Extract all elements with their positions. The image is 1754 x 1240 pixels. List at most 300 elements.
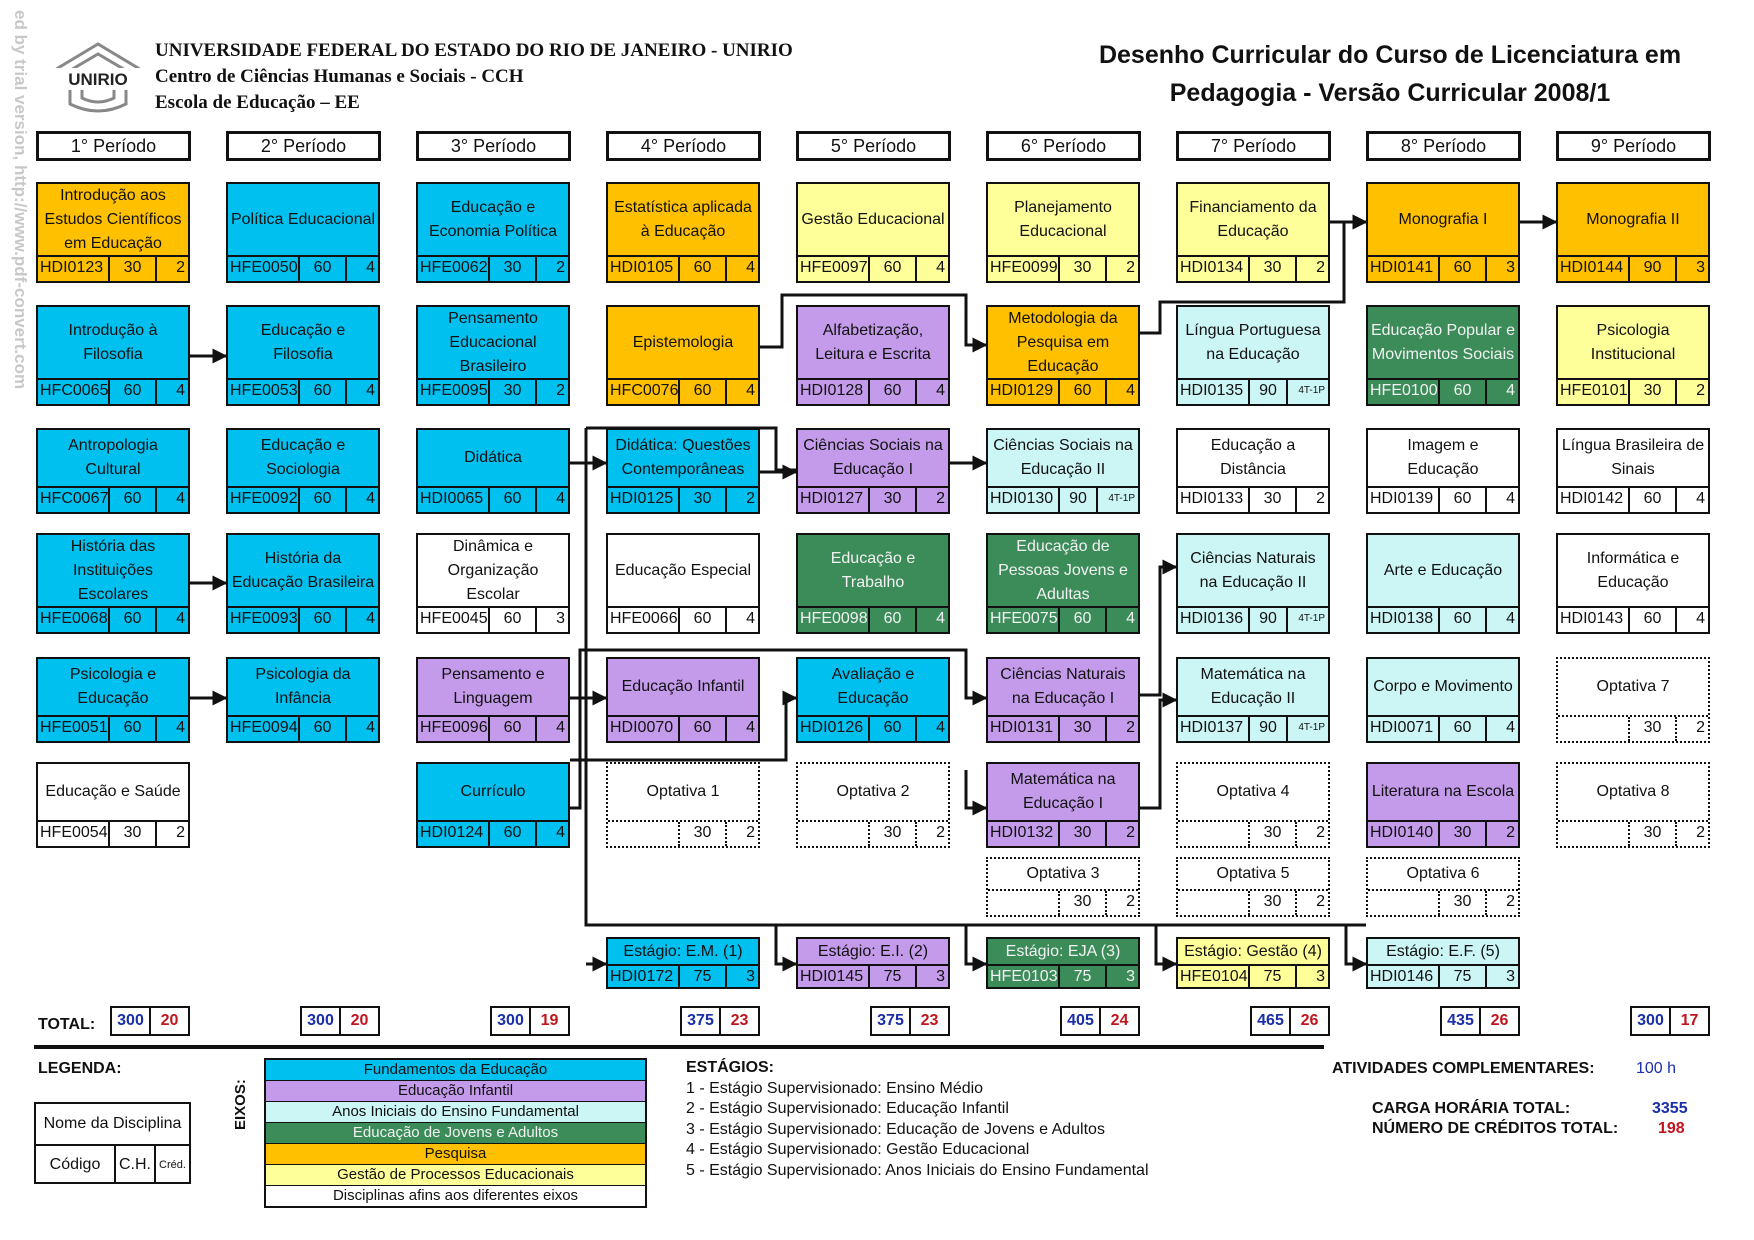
course-name: Financiamento da Educação bbox=[1189, 198, 1317, 240]
course-code: HDI0127 bbox=[798, 488, 870, 512]
prerequisite-arrow bbox=[776, 925, 796, 964]
optativa-hours: 30 bbox=[870, 822, 917, 846]
course-credits: 4 bbox=[556, 824, 565, 841]
course-code: HFE0068 bbox=[38, 608, 110, 632]
optativa-name: Optativa 5 bbox=[1216, 865, 1290, 882]
course-card[interactable] bbox=[226, 533, 380, 634]
course-codes bbox=[988, 255, 1138, 281]
course-code: HDI0134 bbox=[1178, 257, 1250, 281]
legend-sample-box bbox=[34, 1102, 191, 1184]
course-code: HFE0066 bbox=[608, 608, 680, 632]
course-card[interactable] bbox=[986, 428, 1140, 514]
course-codes bbox=[38, 820, 188, 846]
course-credits: 2 bbox=[1696, 382, 1705, 399]
course-codes bbox=[1368, 486, 1518, 512]
course-hours: 60 bbox=[680, 380, 727, 404]
course-credits: 4 bbox=[746, 610, 755, 627]
course-card[interactable] bbox=[1556, 305, 1710, 406]
course-card[interactable] bbox=[226, 657, 380, 743]
optativa-card[interactable] bbox=[1556, 657, 1710, 743]
period-header: 6° Período bbox=[986, 131, 1141, 161]
course-codes bbox=[38, 486, 188, 512]
course-code: HFE0093 bbox=[228, 608, 300, 632]
course-hours: 30 bbox=[1630, 380, 1677, 404]
course-code: HFE0051 bbox=[38, 717, 110, 741]
optativa-hours: 30 bbox=[680, 822, 727, 846]
course-hours: 60 bbox=[1440, 257, 1487, 281]
course-card[interactable] bbox=[1556, 533, 1710, 634]
optativa-hours: 30 bbox=[1060, 891, 1107, 915]
course-card[interactable] bbox=[796, 305, 950, 406]
estagio-code: HDI0145 bbox=[798, 966, 870, 989]
estagio-name: Estágio: E.F. (5) bbox=[1386, 943, 1500, 960]
course-hours: 60 bbox=[870, 717, 917, 741]
legend-title: LEGENDA: bbox=[38, 1060, 122, 1077]
course-credits: 4 bbox=[556, 719, 565, 736]
course-card[interactable] bbox=[1366, 657, 1520, 743]
course-hours: 30 bbox=[1060, 257, 1107, 281]
course-name: Dinâmica e Organização Escolar bbox=[447, 537, 539, 603]
period-header: 2° Período bbox=[226, 131, 381, 161]
course-card[interactable] bbox=[1366, 762, 1520, 848]
optativa-code bbox=[1368, 891, 1440, 915]
course-codes bbox=[1368, 820, 1518, 846]
course-name: Educação Popular e Movimentos Sociais bbox=[1370, 321, 1516, 363]
course-codes bbox=[1178, 715, 1328, 741]
course-credits: 4 bbox=[1696, 490, 1705, 507]
optativa-credits: 2 bbox=[1126, 893, 1135, 910]
course-card[interactable] bbox=[796, 657, 950, 743]
course-card[interactable] bbox=[986, 182, 1140, 283]
course-code: HFE0050 bbox=[228, 257, 300, 281]
course-name: Monografia I bbox=[1398, 210, 1488, 228]
prerequisite-arrow bbox=[966, 925, 986, 964]
course-card[interactable] bbox=[1556, 428, 1710, 514]
course-name: Gestão Educacional bbox=[801, 210, 945, 228]
course-hours: 30 bbox=[490, 257, 537, 281]
prerequisite-arrow bbox=[1346, 925, 1366, 964]
total-credits: 19 bbox=[540, 1012, 559, 1029]
course-name: História das Instituições Escolares bbox=[70, 537, 156, 603]
course-name: Política Educacional bbox=[230, 210, 376, 228]
course-hours: 60 bbox=[1440, 488, 1487, 512]
course-card[interactable] bbox=[36, 533, 190, 634]
course-card[interactable] bbox=[796, 182, 950, 283]
optativa-card[interactable] bbox=[1366, 857, 1520, 917]
estagio-card[interactable] bbox=[606, 937, 760, 989]
course-hours: 30 bbox=[1250, 488, 1297, 512]
prerequisite-arrow bbox=[966, 770, 986, 808]
course-card[interactable] bbox=[226, 428, 380, 514]
course-card[interactable] bbox=[1176, 428, 1330, 514]
estagio-legend-item: 1 - Estágio Supervisionado: Ensino Médio bbox=[686, 1079, 984, 1097]
course-codes bbox=[988, 378, 1138, 404]
course-credits: 4T-1P bbox=[1108, 493, 1135, 504]
course-code: HDI0139 bbox=[1368, 488, 1440, 512]
course-name: Informática e Educação bbox=[1586, 549, 1680, 591]
course-hours: 90 bbox=[1250, 717, 1288, 741]
course-hours: 60 bbox=[300, 608, 347, 632]
optativa-codes bbox=[988, 889, 1138, 915]
course-name: Matemática na Educação I bbox=[1010, 771, 1116, 812]
course-card[interactable] bbox=[36, 182, 190, 283]
period-total bbox=[300, 1006, 380, 1036]
course-name: Ciências Naturais na Educação I bbox=[1000, 666, 1126, 707]
optativa-credits: 2 bbox=[1506, 893, 1515, 910]
course-card[interactable] bbox=[1176, 533, 1330, 634]
optativa-name: Optativa 1 bbox=[646, 783, 720, 800]
optativa-card[interactable] bbox=[986, 857, 1140, 917]
estagio-credits: 3 bbox=[1126, 968, 1135, 985]
period-total bbox=[870, 1006, 950, 1036]
optativa-card[interactable] bbox=[606, 762, 760, 848]
course-codes bbox=[228, 486, 378, 512]
legend-box-ch: C.H. bbox=[116, 1146, 156, 1184]
estagios-title: ESTÁGIOS: bbox=[686, 1059, 775, 1076]
course-codes bbox=[228, 378, 378, 404]
optativa-card[interactable] bbox=[796, 762, 950, 848]
course-card[interactable] bbox=[1556, 182, 1710, 283]
total-hours: 375 bbox=[682, 1008, 721, 1034]
course-name: Educação Infantil bbox=[621, 678, 745, 695]
axis-legend-item: Gestão de Processos Educacionais bbox=[266, 1165, 645, 1186]
course-code: HDI0065 bbox=[418, 488, 490, 512]
course-credits: 2 bbox=[936, 490, 945, 507]
estagio-card[interactable] bbox=[1366, 937, 1520, 989]
course-credits: 4 bbox=[556, 490, 565, 507]
optativa-name: Optativa 7 bbox=[1596, 678, 1670, 695]
course-name: Arte e Educação bbox=[1383, 561, 1503, 579]
course-hours: 90 bbox=[1630, 257, 1677, 281]
axis-legend-item: Fundamentos da Educação bbox=[266, 1060, 645, 1081]
course-name: Planejamento Educacional bbox=[1014, 198, 1112, 240]
course-credits: 4 bbox=[176, 719, 185, 736]
course-hours: 60 bbox=[490, 488, 537, 512]
period-header: 7° Período bbox=[1176, 131, 1331, 161]
course-credits: 4 bbox=[1506, 490, 1515, 507]
course-code: HFE0101 bbox=[1558, 380, 1630, 404]
estagio-code: HDI0172 bbox=[608, 966, 680, 989]
prerequisite-arrow bbox=[1156, 925, 1176, 964]
course-hours: 60 bbox=[680, 608, 727, 632]
optativa-hours: 30 bbox=[1250, 891, 1297, 915]
course-card[interactable] bbox=[416, 305, 570, 406]
course-name: Psicologia e Educação bbox=[69, 666, 157, 707]
course-code: HDI0140 bbox=[1368, 822, 1440, 846]
creditos-label: NÚMERO DE CRÉDITOS TOTAL: bbox=[1372, 1120, 1619, 1137]
course-hours: 30 bbox=[680, 488, 727, 512]
legend-box-name: Nome da Disciplina bbox=[36, 1104, 189, 1146]
course-card[interactable] bbox=[416, 762, 570, 848]
total-hours: 300 bbox=[112, 1008, 151, 1034]
course-card[interactable] bbox=[606, 428, 760, 514]
course-code: HDI0105 bbox=[608, 257, 680, 281]
course-card[interactable] bbox=[416, 657, 570, 743]
course-card[interactable] bbox=[606, 305, 760, 406]
course-credits: 4 bbox=[936, 719, 945, 736]
course-hours: 60 bbox=[1440, 380, 1487, 404]
course-name: Educação e Trabalho bbox=[830, 549, 916, 591]
optativa-credits: 2 bbox=[746, 824, 755, 841]
total-credits: 24 bbox=[1110, 1012, 1129, 1029]
course-credits: 4 bbox=[366, 610, 375, 627]
course-credits: 2 bbox=[1126, 824, 1135, 841]
course-codes bbox=[798, 606, 948, 632]
axis-legend-item: Anos Iniciais do Ensino Fundamental bbox=[266, 1102, 645, 1123]
course-card[interactable] bbox=[36, 305, 190, 406]
course-credits: 2 bbox=[1506, 824, 1515, 841]
period-header: 3° Período bbox=[416, 131, 571, 161]
course-credits: 4 bbox=[366, 490, 375, 507]
optativa-code bbox=[1178, 822, 1250, 846]
total-credits: 23 bbox=[730, 1012, 749, 1029]
course-card[interactable] bbox=[606, 533, 760, 634]
course-credits: 4 bbox=[176, 490, 185, 507]
course-card[interactable] bbox=[226, 182, 380, 283]
period-header: 1° Período bbox=[36, 131, 191, 161]
course-name: Educação e Economia Política bbox=[428, 198, 558, 240]
course-card[interactable] bbox=[606, 657, 760, 743]
period-header: 4° Período bbox=[606, 131, 761, 161]
optativa-codes bbox=[1178, 889, 1328, 915]
carga-label: CARGA HORÁRIA TOTAL: bbox=[1372, 1100, 1571, 1117]
optativa-name: Optativa 3 bbox=[1026, 865, 1100, 882]
course-name: Psicologia da Infância bbox=[255, 666, 351, 707]
estagio-code: HFE0103 bbox=[988, 966, 1060, 989]
estagio-card[interactable] bbox=[796, 937, 950, 989]
course-hours: 60 bbox=[870, 257, 917, 281]
estagio-credits: 3 bbox=[746, 968, 755, 985]
course-hours: 60 bbox=[300, 257, 347, 281]
optativa-hours: 30 bbox=[1630, 717, 1677, 741]
estagio-code: HDI0146 bbox=[1368, 966, 1440, 989]
course-codes bbox=[988, 486, 1138, 512]
course-code: HFE0045 bbox=[418, 608, 490, 632]
course-name: Língua Portuguesa na Educação bbox=[1185, 321, 1321, 363]
course-codes bbox=[1178, 606, 1328, 632]
optativa-card[interactable] bbox=[1176, 762, 1330, 848]
estagio-credits: 3 bbox=[1316, 968, 1325, 985]
course-card[interactable] bbox=[416, 533, 570, 634]
course-credits: 4 bbox=[746, 719, 755, 736]
course-card[interactable] bbox=[226, 305, 380, 406]
course-card[interactable] bbox=[796, 533, 950, 634]
course-hours: 60 bbox=[110, 488, 157, 512]
course-card[interactable] bbox=[416, 182, 570, 283]
estagio-credits: 3 bbox=[936, 968, 945, 985]
course-credits: 4 bbox=[746, 259, 755, 276]
course-codes bbox=[1178, 378, 1328, 404]
optativa-hours: 30 bbox=[1630, 822, 1677, 846]
optativa-name: Optativa 8 bbox=[1596, 783, 1670, 800]
course-card[interactable] bbox=[416, 428, 570, 514]
course-name: Estatística aplicada à Educação bbox=[614, 198, 752, 240]
course-code: HDI0137 bbox=[1178, 717, 1250, 741]
legend-box-code: Código bbox=[36, 1146, 116, 1184]
course-name: Didática bbox=[464, 449, 522, 466]
course-credits: 4 bbox=[1506, 382, 1515, 399]
course-code: HDI0130 bbox=[988, 488, 1060, 512]
optativa-codes bbox=[1558, 715, 1708, 741]
university-name: UNIVERSIDADE FEDERAL DO ESTADO DO RIO DE JANEIRO - UNIRIO bbox=[155, 40, 793, 61]
course-card[interactable] bbox=[606, 182, 760, 283]
course-codes bbox=[608, 486, 758, 512]
course-code: HFE0097 bbox=[798, 257, 870, 281]
course-codes bbox=[38, 606, 188, 632]
course-name: Pensamento e Linguagem bbox=[441, 666, 545, 707]
totals-label: TOTAL: bbox=[38, 1016, 96, 1033]
course-hours: 60 bbox=[110, 717, 157, 741]
optativa-code bbox=[798, 822, 870, 846]
course-codes bbox=[1558, 486, 1708, 512]
course-card[interactable] bbox=[986, 533, 1140, 634]
course-code: HFE0100 bbox=[1368, 380, 1440, 404]
course-codes bbox=[798, 255, 948, 281]
course-credits: 4T-1P bbox=[1298, 722, 1325, 733]
course-hours: 60 bbox=[490, 822, 537, 846]
course-card[interactable] bbox=[1366, 182, 1520, 283]
course-code: HFC0076 bbox=[608, 380, 680, 404]
course-credits: 4 bbox=[1126, 610, 1135, 627]
course-hours: 30 bbox=[1250, 257, 1297, 281]
total-hours: 435 bbox=[1442, 1008, 1481, 1034]
estagio-card[interactable] bbox=[1176, 937, 1330, 989]
course-code: HFE0096 bbox=[418, 717, 490, 741]
course-hours: 60 bbox=[300, 488, 347, 512]
course-name: Metodologia da Pesquisa em Educação bbox=[1008, 309, 1118, 375]
total-credits: 17 bbox=[1680, 1012, 1699, 1029]
estagio-hours: 75 bbox=[1440, 966, 1487, 989]
center-name: Centro de Ciências Humanas e Sociais - CCH bbox=[155, 66, 524, 87]
course-card[interactable] bbox=[1176, 305, 1330, 406]
axes-legend bbox=[264, 1058, 647, 1208]
course-card[interactable] bbox=[986, 762, 1140, 848]
course-name: Introdução aos Estudos Científicos em Educação bbox=[44, 186, 182, 252]
course-card[interactable] bbox=[1366, 533, 1520, 634]
course-hours: 60 bbox=[1440, 608, 1487, 632]
estagio-codes bbox=[1178, 964, 1328, 989]
course-card[interactable] bbox=[796, 428, 950, 514]
course-hours: 90 bbox=[1250, 380, 1288, 404]
period-header: 8° Período bbox=[1366, 131, 1521, 161]
course-name: Currículo bbox=[460, 783, 526, 800]
course-hours: 60 bbox=[1060, 380, 1107, 404]
course-card[interactable] bbox=[986, 657, 1140, 743]
page-title: Desenho Curricular do Curso de Licenciatura em Pedagogia - Versão Curricular 2008/1 bbox=[1098, 41, 1682, 107]
total-credits: 26 bbox=[1300, 1012, 1319, 1029]
estagio-hours: 75 bbox=[870, 966, 917, 989]
course-card[interactable] bbox=[1176, 182, 1330, 283]
course-codes bbox=[228, 606, 378, 632]
course-code: HFE0092 bbox=[228, 488, 300, 512]
optativa-card[interactable] bbox=[1176, 857, 1330, 917]
course-card[interactable] bbox=[1366, 428, 1520, 514]
course-credits: 4 bbox=[936, 382, 945, 399]
optativa-credits: 2 bbox=[1696, 824, 1705, 841]
course-code: HDI0131 bbox=[988, 717, 1060, 741]
course-codes bbox=[418, 255, 568, 281]
estagio-code: HFE0104 bbox=[1178, 966, 1250, 989]
course-codes bbox=[1178, 255, 1328, 281]
optativa-credits: 2 bbox=[1316, 893, 1325, 910]
course-credits: 2 bbox=[556, 382, 565, 399]
course-codes bbox=[1368, 606, 1518, 632]
course-hours: 30 bbox=[870, 488, 917, 512]
course-name: Educação de Pessoas Jovens e Adultas bbox=[998, 537, 1128, 603]
estagio-codes bbox=[1368, 964, 1518, 989]
course-hours: 60 bbox=[110, 608, 157, 632]
course-card[interactable] bbox=[36, 657, 190, 743]
course-codes bbox=[418, 715, 568, 741]
course-card[interactable] bbox=[36, 428, 190, 514]
course-codes bbox=[418, 486, 568, 512]
optativa-card[interactable] bbox=[1556, 762, 1710, 848]
course-codes bbox=[988, 606, 1138, 632]
course-codes bbox=[1368, 378, 1518, 404]
course-codes bbox=[798, 486, 948, 512]
course-card[interactable] bbox=[1366, 305, 1520, 406]
total-credits: 20 bbox=[350, 1012, 369, 1029]
course-code: HDI0070 bbox=[608, 717, 680, 741]
course-code: HDI0071 bbox=[1368, 717, 1440, 741]
course-hours: 60 bbox=[490, 717, 537, 741]
atividades-value: 100 h bbox=[1636, 1060, 1677, 1077]
estagio-name: Estágio: Gestão (4) bbox=[1184, 943, 1322, 960]
course-hours: 30 bbox=[110, 257, 157, 281]
optativa-credits: 2 bbox=[936, 824, 945, 841]
course-codes bbox=[38, 255, 188, 281]
course-code: HFE0095 bbox=[418, 380, 490, 404]
axis-legend-item: Pesquisa bbox=[266, 1144, 645, 1165]
course-hours: 30 bbox=[1440, 822, 1487, 846]
course-codes bbox=[228, 255, 378, 281]
course-hours: 90 bbox=[1250, 608, 1288, 632]
course-codes bbox=[1178, 486, 1328, 512]
axis-legend-item: Educação Infantil bbox=[266, 1081, 645, 1102]
eixos-label: EIXOS: bbox=[232, 1079, 249, 1130]
course-codes bbox=[798, 378, 948, 404]
course-code: HDI0125 bbox=[608, 488, 680, 512]
optativa-name: Optativa 6 bbox=[1406, 865, 1480, 882]
course-name: Educação a Distância bbox=[1210, 437, 1296, 478]
course-code: HFE0094 bbox=[228, 717, 300, 741]
optativa-code bbox=[1178, 891, 1250, 915]
course-card[interactable] bbox=[986, 305, 1140, 406]
total-hours: 300 bbox=[302, 1008, 341, 1034]
course-card[interactable] bbox=[1176, 657, 1330, 743]
period-header: 5° Período bbox=[796, 131, 951, 161]
course-code: HFE0099 bbox=[988, 257, 1060, 281]
course-card[interactable] bbox=[36, 762, 190, 848]
course-name: Educação Especial bbox=[614, 561, 752, 579]
course-code: HDI0135 bbox=[1178, 380, 1250, 404]
course-credits: 2 bbox=[176, 824, 185, 841]
estagio-card[interactable] bbox=[986, 937, 1140, 989]
carga-value: 3355 bbox=[1652, 1100, 1688, 1117]
total-credits: 20 bbox=[160, 1012, 179, 1029]
course-credits: 4 bbox=[936, 259, 945, 276]
course-credits: 4 bbox=[1506, 610, 1515, 627]
course-codes bbox=[1368, 255, 1518, 281]
course-hours: 60 bbox=[490, 608, 537, 632]
course-credits: 4 bbox=[746, 382, 755, 399]
optativa-hours: 30 bbox=[1440, 891, 1487, 915]
optativa-codes bbox=[608, 820, 758, 846]
period-total bbox=[1440, 1006, 1520, 1036]
estagio-hours: 75 bbox=[1250, 966, 1297, 989]
estagio-name: Estágio: E.M. (1) bbox=[623, 943, 743, 960]
course-name: Epistemologia bbox=[632, 333, 734, 351]
